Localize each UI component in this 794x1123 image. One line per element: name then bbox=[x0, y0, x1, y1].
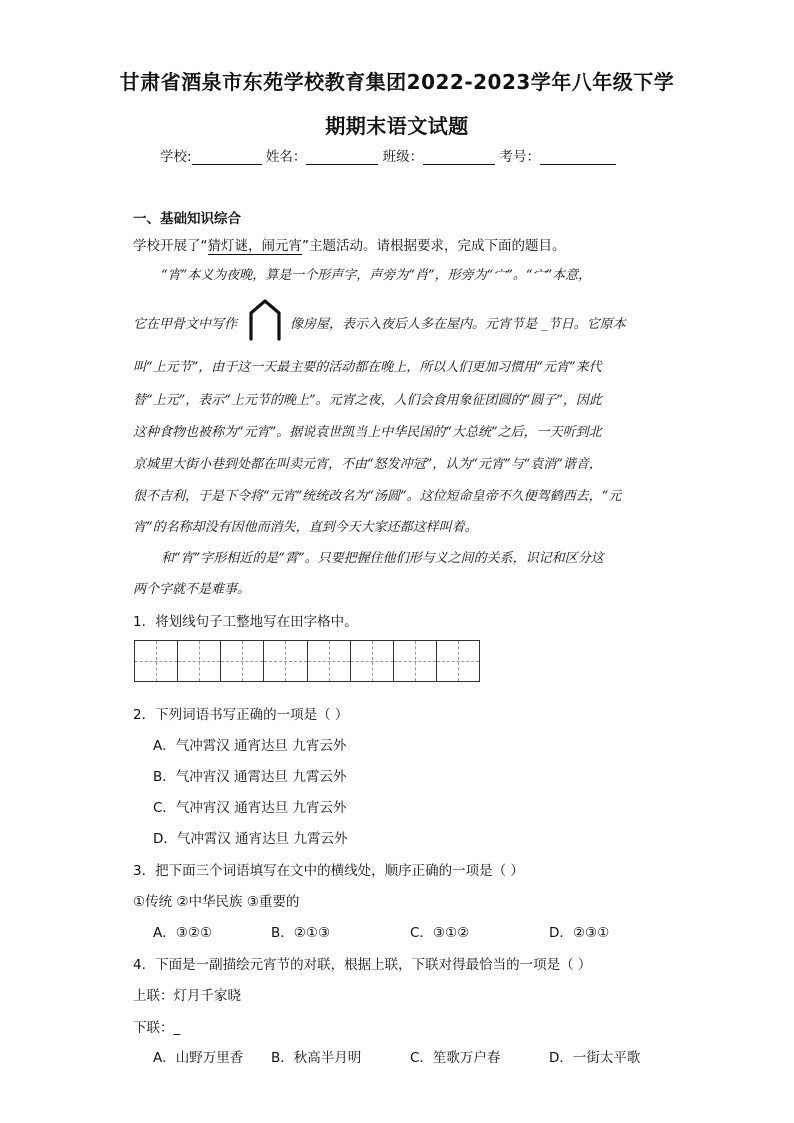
q4-option-a[interactable]: A．山野万里香 bbox=[153, 1050, 244, 1066]
couplet-lower: 下联：_ bbox=[133, 1020, 181, 1036]
q4-option-d[interactable]: D．一街太平歌 bbox=[549, 1050, 641, 1066]
passage-line: 京城里大街小巷到处都在叫卖元宵，不由“怒发冲冠”，认为“元宵”与“袁消”谐音， bbox=[133, 457, 602, 472]
name-blank[interactable] bbox=[306, 150, 378, 165]
grid-cell[interactable] bbox=[178, 641, 221, 681]
passage-line: “宵”本义为夜晚，算是一个形声字，声旁为“肖”，形旁为“宀”。“宀”本意， bbox=[161, 268, 592, 283]
question-3: 3．把下面三个词语填写在文中的横线处，顺序正确的一项是（ ） bbox=[133, 863, 524, 879]
grid-cell[interactable] bbox=[351, 641, 394, 681]
exam-no-blank[interactable] bbox=[540, 150, 616, 165]
section-heading: 一、基础知识综合 bbox=[133, 211, 241, 227]
name-label: 姓名： bbox=[265, 149, 307, 165]
question-1: 1．将划线句子工整地写在田字格中。 bbox=[133, 614, 358, 630]
exam-no-label: 考号： bbox=[499, 149, 540, 165]
q3-words: ①传统 ②中华民族 ③重要的 bbox=[133, 894, 300, 910]
passage-line: 和“宵”字形相近的是“霄”。只要把握住他们形与义之间的关系，识记和区分这 bbox=[161, 551, 604, 566]
class-label: 班级： bbox=[382, 149, 424, 165]
passage-line: 叫“上元节”，由于这一天最主要的活动都在晚上，所以人们更加习惯用“元宵”来代 bbox=[133, 360, 602, 375]
class-blank[interactable] bbox=[423, 150, 495, 165]
exam-title-line2: 期期末语文试题 bbox=[325, 114, 469, 138]
question-2: 2．下列词语书写正确的一项是（ ） bbox=[133, 707, 349, 723]
passage-line: 这种食物也被称为“元宵”。据说袁世凯当上中华民国的“大总统”之后，一天听到北 bbox=[133, 425, 602, 440]
couplet-upper: 上联：灯月千家晓 bbox=[133, 988, 241, 1004]
grid-cell[interactable] bbox=[394, 641, 437, 681]
q4-option-c[interactable]: C．笙歌万户春 bbox=[410, 1050, 501, 1066]
tianzige-grid[interactable] bbox=[134, 640, 480, 682]
q2-option-d[interactable]: D．气冲霄汉 通宵达旦 九霄云外 bbox=[153, 831, 348, 847]
oracle-bone-roof-glyph bbox=[247, 297, 283, 341]
grid-cell[interactable] bbox=[308, 641, 351, 681]
passage-line: 两个字就不是难事。 bbox=[133, 582, 251, 597]
grid-cell[interactable] bbox=[437, 641, 479, 681]
grid-cell[interactable] bbox=[221, 641, 264, 681]
passage-line: 宵”的名称却没有因他而消失，直到今天大家还都这样叫着。 bbox=[133, 520, 478, 535]
q2-option-b[interactable]: B．气冲宵汉 通霄达旦 九霄云外 bbox=[153, 769, 347, 785]
q3-option-c[interactable]: C．③①② bbox=[410, 925, 470, 941]
q2-option-c[interactable]: C．气冲宵汉 通宵达旦 九宵云外 bbox=[153, 800, 347, 816]
q2-option-a[interactable]: A．气冲霄汉 通宵达旦 九宵云外 bbox=[153, 738, 347, 754]
passage-line: 很不吉利，于是下令将“元宵”统统改名为“汤圆”。这位短命皇帝不久便驾鹤西去，“元 bbox=[133, 489, 622, 504]
q3-option-b[interactable]: B．②①③ bbox=[271, 925, 331, 941]
exam-title-line1: 甘肃省酒泉市东苑学校教育集团2022-2023学年八年级下学 bbox=[119, 70, 675, 94]
section-intro: 学校开展了“猜灯谜，闹元宵”主题活动。请根据要求，完成下面的题目。 bbox=[133, 238, 566, 254]
underlined-sentence: 猜灯谜，闹元宵 bbox=[207, 238, 302, 254]
student-info-row bbox=[160, 145, 616, 165]
passage-line: 它在甲骨文中写作 ，像房屋，表示入夜后人多在屋内。元宵节是 _节日。它原本 bbox=[133, 317, 626, 332]
grid-cell[interactable] bbox=[135, 641, 178, 681]
passage-line: 替“上元”，表示“上元节的晚上”。元宵之夜，人们会食用象征团圆的“圆子”，因此 bbox=[133, 393, 602, 408]
q4-option-b[interactable]: B．秋高半月明 bbox=[271, 1050, 362, 1066]
school-blank[interactable] bbox=[192, 150, 262, 165]
school-label: 学校: bbox=[160, 149, 192, 165]
q3-option-a[interactable]: A．③②① bbox=[153, 925, 213, 941]
q3-option-d[interactable]: D．②③① bbox=[549, 925, 610, 941]
question-4: 4．下面是一副描绘元宵节的对联，根据上联，下联对得最恰当的一项是（ ） bbox=[133, 957, 592, 973]
grid-cell[interactable] bbox=[264, 641, 307, 681]
